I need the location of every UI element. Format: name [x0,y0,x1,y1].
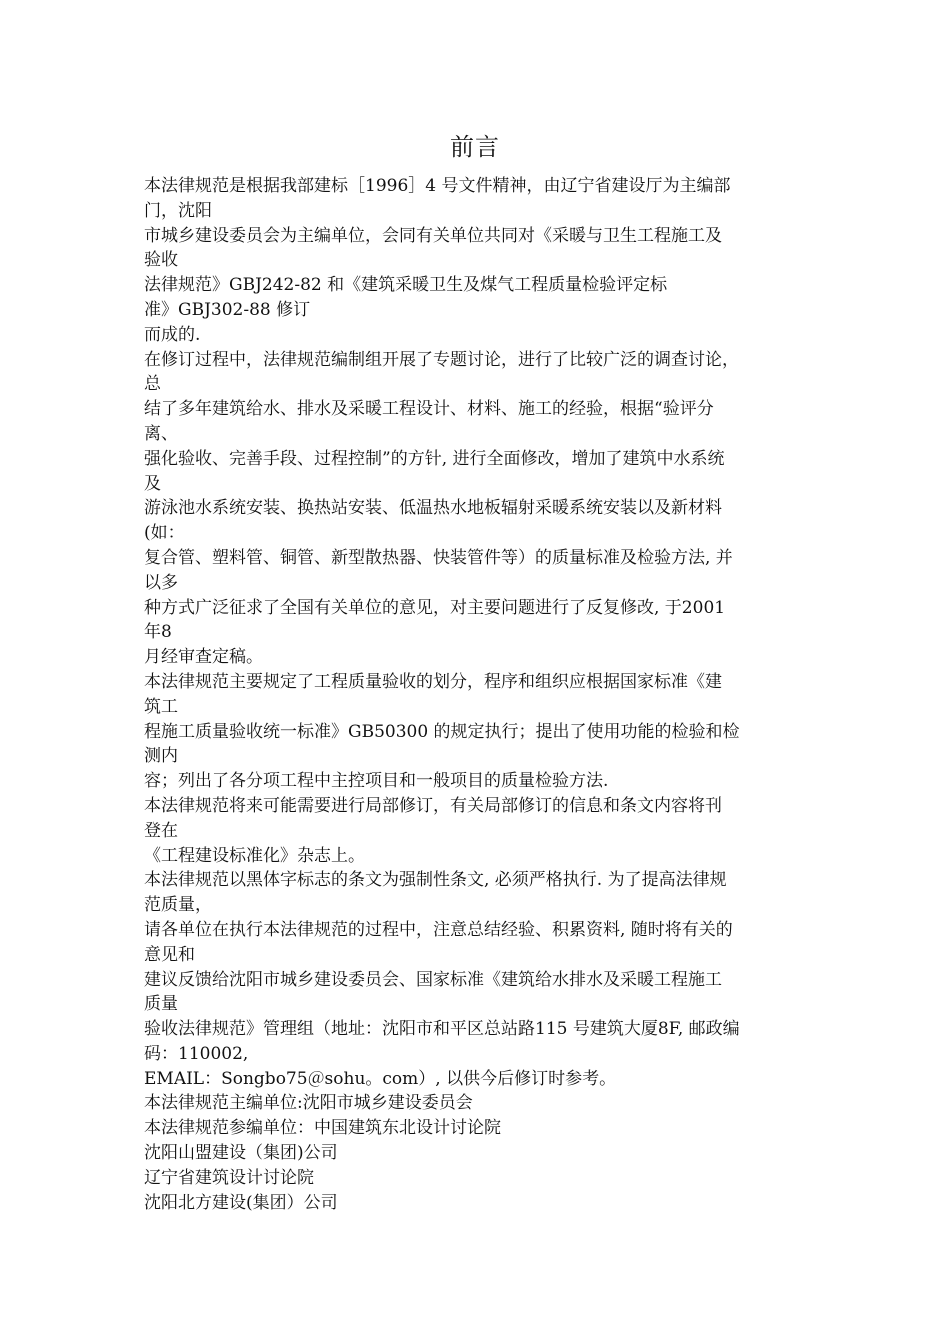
text-line: 沈阳山盟建设（集团)公司 [144,1143,338,1164]
text-line: 本法律规范是根据我部建标［1996］4 号文件精神，由辽宁省建设厅为主编部 [144,176,731,196]
text-line: 《工程建设标准化》杂志上。 [144,845,365,866]
text-line: 本法律规范主编单位:沈阳市城乡建设委员会 [144,1093,473,1114]
text-line: 码：110002, [144,1043,249,1064]
text-line: 在修订过程中，法律规范编制组开展了专题讨论，进行了比较广泛的调查讨论， [144,349,739,370]
text-line: 而成的. [144,324,201,345]
text-line: 登在 [144,820,178,841]
text-line: 月经审查定稿。 [144,647,263,668]
text-line: 准》GBJ302-88 修订 [144,299,311,320]
text-line: 离、 [144,423,178,444]
text-line: 年8 [144,622,172,643]
text-line: 辽宁省建筑设计讨论院 [144,1167,314,1188]
text-line: 结了多年建筑给水、排水及采暖工程设计、材料、施工的经验，根据“验评分 [144,399,714,420]
text-line: 程施工质量验收统一标准》GB50300 的规定执行；提出了使用功能的检验和检 [144,721,740,742]
text-line: 验收法律规范》管理组（地址：沈阳市和平区总站路115 号建筑大厦8F, 邮政编 [144,1019,740,1040]
text-line: 本法律规范主要规定了工程质量验收的划分，程序和组织应根据国家标准《建 [144,671,722,692]
text-line: 本法律规范参编单位：中国建筑东北设计讨论院 [144,1118,501,1139]
text-line: 测内 [144,746,178,767]
text-line: 总 [144,374,161,395]
text-line: 市城乡建设委员会为主编单位，会同有关单位共同对《采暖与卫生工程施工及 [144,225,722,246]
text-line: (如： [144,523,185,544]
text-line: 请各单位在执行本法律规范的过程中，注意总结经验、积累资料, 随时将有关的 [144,919,733,940]
text-line: 门，沈阳 [144,200,212,221]
text-line: 种方式广泛征求了全国有关单位的意见，对主要问题进行了反复修改, 于2001 [144,597,726,618]
document-body [144,174,816,1215]
text-line: 意见和 [144,944,195,965]
text-line: 复合管、塑料管、铜管、新型散热器、快装管件等）的质量标准及检验方法, 并 [144,547,733,568]
text-line: 游泳池水系统安装、换热站安装、低温热水地板辐射采暖系统安装以及新材料 [144,498,722,519]
text-line: 建议反馈给沈阳市城乡建设委员会、国家标准《建筑给水排水及采暖工程施工 [144,969,722,990]
text-line: 沈阳北方建设(集团）公司 [144,1192,338,1213]
text-line: 范质量， [144,895,212,916]
text-line: 质量 [144,994,178,1015]
text-line: 本法律规范以黑体字标志的条文为强制性条文, 必须严格执行. 为了提高法律规 [144,870,727,891]
text-line: 强化验收、完善手段、过程控制”的方针, 进行全面修改，增加了建筑中水系统 [144,448,725,469]
text-line: 及 [144,473,161,494]
text-line: 验收 [144,250,178,271]
text-line: 筑工 [144,696,178,717]
text-line: 容；列出了各分项工程中主控项目和一般项目的质量检验方法. [144,771,609,792]
text-line: 以多 [144,572,178,593]
text-line: 法律规范》GBJ242-82 和《建筑采暖卫生及煤气工程质量检验评定标 [144,275,668,296]
text-line: EMAIL：Songbo75＠sohu。com）, 以供今后修订时参考。 [144,1068,617,1089]
text-line: 本法律规范将来可能需要进行局部修订，有关局部修订的信息和条文内容将刊 [144,795,722,816]
page-title: 前言 [450,133,500,161]
